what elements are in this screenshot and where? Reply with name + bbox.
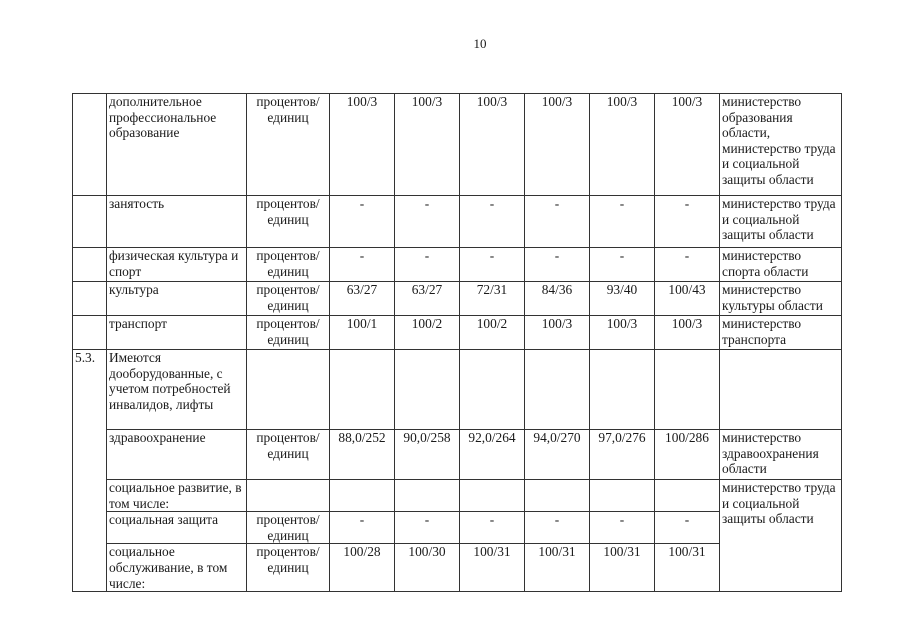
row-number xyxy=(73,196,107,248)
indicator-name: культура xyxy=(107,282,247,316)
value-cell: 100/1 xyxy=(330,316,395,350)
value-cell: - xyxy=(525,196,590,248)
indicator-name: транспорт xyxy=(107,316,247,350)
row-number xyxy=(73,94,107,196)
value-cell xyxy=(590,350,655,430)
table-row xyxy=(73,480,842,512)
value-cell: 88,0/252 xyxy=(330,430,395,480)
value-cell: 63/27 xyxy=(330,282,395,316)
value-cell: - xyxy=(460,248,525,282)
unit-cell: процентов/ единиц xyxy=(247,544,330,592)
unit-cell xyxy=(247,350,330,430)
value-cell: - xyxy=(330,248,395,282)
value-cell xyxy=(655,480,720,512)
responsible-org: министерство здравоохранения области xyxy=(720,430,842,480)
value-cell xyxy=(525,350,590,430)
value-cell xyxy=(395,480,460,512)
indicators-table xyxy=(72,93,842,592)
unit-cell xyxy=(247,480,330,512)
value-cell: - xyxy=(460,196,525,248)
value-cell xyxy=(525,480,590,512)
value-cell: - xyxy=(590,196,655,248)
value-cell: - xyxy=(590,248,655,282)
value-cell: 100/3 xyxy=(590,316,655,350)
value-cell xyxy=(330,480,395,512)
indicator-name: физическая культура и спорт xyxy=(107,248,247,282)
table-row xyxy=(73,430,842,480)
value-cell: - xyxy=(395,248,460,282)
value-cell xyxy=(395,350,460,430)
table-row xyxy=(73,316,842,350)
value-cell: 93/40 xyxy=(590,282,655,316)
value-cell: - xyxy=(655,196,720,248)
page-number: 10 xyxy=(473,36,487,51)
value-cell: 97,0/276 xyxy=(590,430,655,480)
value-cell: 92,0/264 xyxy=(460,430,525,480)
indicator-name: здравоохранение xyxy=(107,430,247,480)
value-cell: 100/3 xyxy=(395,94,460,196)
value-cell: 100/31 xyxy=(525,544,590,592)
value-cell: 100/2 xyxy=(460,316,525,350)
value-cell: 100/30 xyxy=(395,544,460,592)
value-cell: 100/3 xyxy=(525,94,590,196)
row-number xyxy=(73,282,107,316)
row-number xyxy=(73,248,107,282)
value-cell: - xyxy=(330,512,395,544)
value-cell: 100/31 xyxy=(655,544,720,592)
responsible-org: министерство культуры области xyxy=(720,282,842,316)
value-cell: 100/31 xyxy=(460,544,525,592)
value-cell: 100/3 xyxy=(460,94,525,196)
value-cell: 90,0/258 xyxy=(395,430,460,480)
responsible-org xyxy=(720,350,842,430)
value-cell: - xyxy=(395,196,460,248)
value-cell: - xyxy=(460,512,525,544)
value-cell: 100/3 xyxy=(330,94,395,196)
value-cell: 100/31 xyxy=(590,544,655,592)
value-cell: 100/3 xyxy=(525,316,590,350)
unit-cell: процентов/ единиц xyxy=(247,248,330,282)
unit-cell: процентов/ единиц xyxy=(247,282,330,316)
responsible-org: министерство транспорта xyxy=(720,316,842,350)
unit-cell: процентов/ единиц xyxy=(247,512,330,544)
value-cell xyxy=(330,350,395,430)
unit-cell: процентов/ единиц xyxy=(247,196,330,248)
indicator-name: занятость xyxy=(107,196,247,248)
value-cell: 94,0/270 xyxy=(525,430,590,480)
table-row xyxy=(73,282,842,316)
indicator-name: социальная защита xyxy=(107,512,247,544)
value-cell: 84/36 xyxy=(525,282,590,316)
value-cell xyxy=(590,480,655,512)
value-cell: - xyxy=(655,248,720,282)
indicator-name: дополнительное профессиональное образование xyxy=(107,94,247,196)
value-cell: 100/28 xyxy=(330,544,395,592)
value-cell: 100/3 xyxy=(655,316,720,350)
indicator-name: Имеются дооборудованные, с учетом потребностей инвалидов, лифты xyxy=(107,350,247,430)
table-row xyxy=(73,94,842,196)
unit-cell: процентов/ единиц xyxy=(247,94,330,196)
value-cell: - xyxy=(525,248,590,282)
responsible-org: министерство труда и социальной защиты области xyxy=(720,480,842,592)
indicator-name: социальное развитие, в том числе: xyxy=(107,480,247,512)
row-number xyxy=(73,316,107,350)
responsible-org: министерство образования области, министерство труда и социальной защиты области xyxy=(720,94,842,196)
unit-cell: процентов/ единиц xyxy=(247,316,330,350)
value-cell xyxy=(460,480,525,512)
value-cell: 72/31 xyxy=(460,282,525,316)
value-cell: - xyxy=(330,196,395,248)
unit-cell: процентов/ единиц xyxy=(247,430,330,480)
row-number: 5.3. xyxy=(73,350,107,592)
value-cell: - xyxy=(395,512,460,544)
value-cell: 63/27 xyxy=(395,282,460,316)
responsible-org: министерство спорта области xyxy=(720,248,842,282)
indicator-name: социальное обслуживание, в том числе: xyxy=(107,544,247,592)
table-row xyxy=(73,196,842,248)
value-cell xyxy=(460,350,525,430)
value-cell: 100/43 xyxy=(655,282,720,316)
table-row xyxy=(73,248,842,282)
responsible-org: министерство труда и социальной защиты области xyxy=(720,196,842,248)
table-row xyxy=(73,350,842,430)
value-cell: 100/3 xyxy=(655,94,720,196)
value-cell: - xyxy=(525,512,590,544)
value-cell: 100/2 xyxy=(395,316,460,350)
value-cell: - xyxy=(590,512,655,544)
value-cell: 100/286 xyxy=(655,430,720,480)
value-cell xyxy=(655,350,720,430)
value-cell: 100/3 xyxy=(590,94,655,196)
value-cell: - xyxy=(655,512,720,544)
